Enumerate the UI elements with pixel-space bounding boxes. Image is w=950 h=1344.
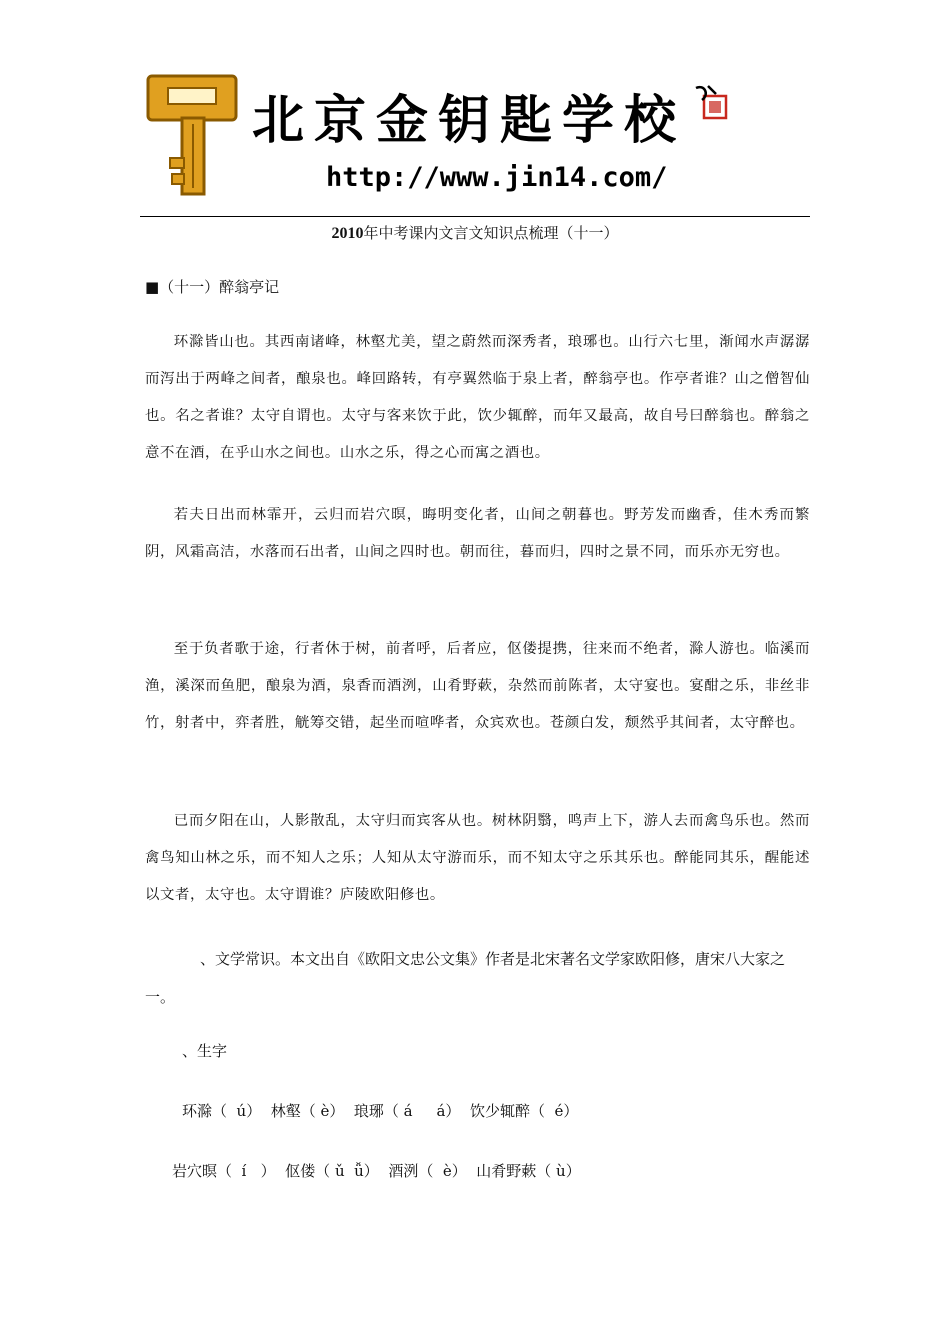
header-divider <box>140 216 810 217</box>
essay-paragraph-4: 已而夕阳在山，人影散乱，太守归而宾客从也。树林阴翳，鸣声上下，游人去而禽鸟乐也。然而禽鸟知山林之乐，而不知人之乐；人知从太守游而乐，而不知太守之乐其乐也。醉能同其乐，醒能述以文者，太守也。太守谓谁？庐陵欧阳修也。 <box>145 813 810 903</box>
title-text: 年中考课内文言文知识点梳理（十一） <box>363 224 619 242</box>
glossary-row-2: 岩穴暝（ í ） 伛偻（ ǔ ǚ） 酒洌（ è） 山肴野蔌（ ù） <box>172 1162 581 1180</box>
school-url: http://www.jin14.com/ <box>326 162 668 193</box>
document-title <box>0 222 950 243</box>
section-heading: ■（十一）醉翁亭记 <box>145 278 280 296</box>
glossary-heading: 、生字 <box>182 1042 228 1060</box>
glossary-row-1: 环滁（ ú） 林壑（ è） 琅琊（ á á） 饮少辄醉（ é） <box>182 1102 579 1120</box>
school-brand-calligraphy: 北京金钥匙学校 <box>252 90 687 151</box>
seal-stamp-icon <box>692 82 732 122</box>
literature-note: 、文学常识。本文出自《欧阳文忠公文集》作者是北宋著名文学家欧阳修，唐宋八大家之一。 <box>145 950 786 1006</box>
essay-paragraph-3: 至于负者歌于途，行者休于树，前者呼，后者应，伛偻提携，往来而不绝者，滁人游也。临溪而渔，溪深而鱼肥，酿泉为酒，泉香而酒洌，山肴野蔌，杂然而前陈者，太守宴也。宴酣之乐，非丝非竹，射者中，弈者胜，觥筹交错，起坐而喧哗者，众宾欢也。苍颜白发，颓然乎其间者，太守醉也。 <box>145 641 810 731</box>
letterhead <box>140 62 810 212</box>
essay-paragraph-1: 环滁皆山也。其西南诸峰，林壑尤美，望之蔚然而深秀者，琅琊也。山行六七里，渐闻水声潺潺而泻出于两峰之间者，酿泉也。峰回路转，有亭翼然临于泉上者，醉翁亭也。作亭者谁？山之僧智仙也。名之者谁？太守自谓也。太守与客来饮于此，饮少辄醉，而年又最高，故自号曰醉翁也。醉翁之意不在酒，在乎山水之间也。山水之乐，得之心而寓之酒也。 <box>145 334 810 461</box>
essay-paragraph-2: 若夫日出而林霏开，云归而岩穴暝，晦明变化者，山间之朝暮也。野芳发而幽香，佳木秀而繁阴，风霜高洁，水落而石出者，山间之四时也。朝而往，暮而归，四时之景不同，而乐亦无穷也。 <box>145 507 810 560</box>
key-logo-icon <box>146 70 238 198</box>
title-year: 2010 <box>331 225 364 242</box>
